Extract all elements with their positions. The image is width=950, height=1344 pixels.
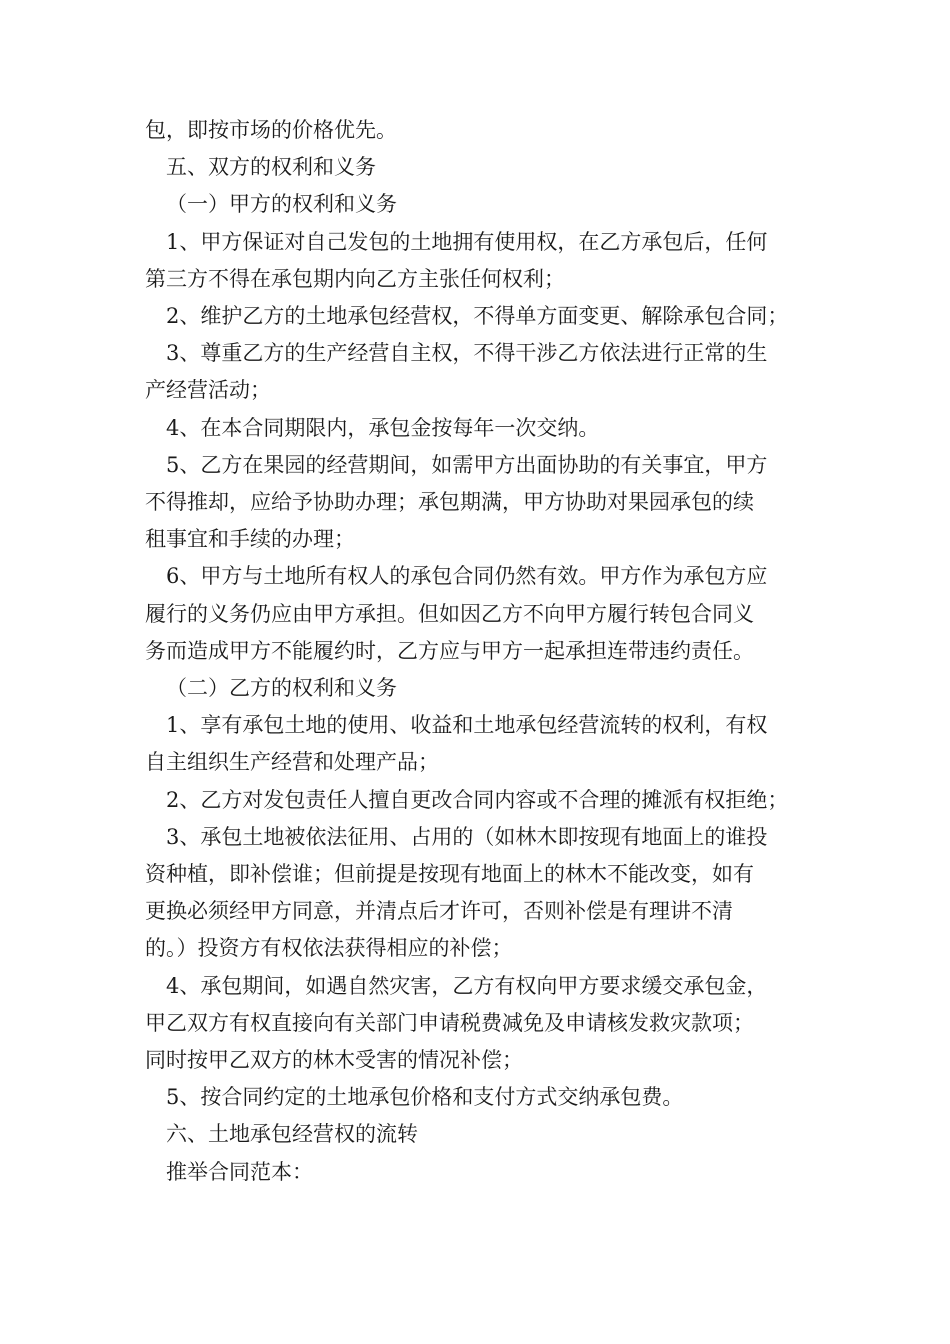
text-line: 不得推却，应给予协助办理；承包期满，甲方协助对果园承包的续 [145, 490, 754, 515]
section-heading: 五、双方的权利和义务 [166, 155, 376, 180]
clause-line: 5、按合同约定的土地承包价格和支付方式交纳承包费。 [166, 1085, 684, 1110]
subsection-heading: （二）乙方的权利和义务 [166, 676, 397, 701]
clause-line: 1、甲方保证对自己发包的土地拥有使用权，在乙方承包后，任何 [166, 229, 768, 254]
clause-line: 1、享有承包土地的使用、收益和土地承包经营流转的权利，有权 [166, 713, 768, 738]
clause-line: 6、甲方与土地所有权人的承包合同仍然有效。甲方作为承包方应 [166, 564, 768, 589]
subsection-heading: （一）甲方的权利和义务 [166, 192, 397, 217]
clause-line: 3、承包土地被依法征用、占用的（如林木即按现有地面上的谁投 [166, 824, 768, 849]
clause-line: 3、尊重乙方的生产经营自主权，不得干涉乙方依法进行正常的生 [166, 341, 768, 366]
section-heading: 六、土地承包经营权的流转 [166, 1122, 418, 1147]
text-line: 自主组织生产经营和处理产品； [145, 750, 439, 775]
clause-line: 2、维护乙方的土地承包经营权，不得单方面变更、解除承包合同； [166, 304, 789, 329]
text-line: 资种植，即补偿谁；但前提是按现有地面上的林木不能改变，如有 [145, 862, 754, 887]
text-line: 务而造成甲方不能履约时，乙方应与甲方一起承担连带违约责任。 [145, 638, 754, 663]
text-line: 租事宜和手续的办理； [145, 527, 355, 552]
text-line: 的。）投资方有权依法获得相应的补偿； [145, 936, 513, 961]
clause-line: 2、乙方对发包责任人擅自更改合同内容或不合理的摊派有权拒绝； [166, 787, 789, 812]
text-line: 履行的义务仍应由甲方承担。但如因乙方不向甲方履行转包合同义 [145, 601, 754, 626]
clause-line: 5、乙方在果园的经营期间，如需甲方出面协助的有关事宜，甲方 [166, 452, 768, 477]
clause-line: 4、在本合同期限内，承包金按每年一次交纳。 [166, 415, 600, 440]
text-line: 更换必须经甲方同意，并清点后才许可，否则补偿是有理讲不清 [145, 899, 733, 924]
document-body [145, 112, 815, 1191]
text-line: 第三方不得在承包期内向乙方主张任何权利； [145, 266, 565, 291]
text-line: 包，即按市场的价格优先。 [145, 118, 397, 142]
text-line: 产经营活动； [145, 378, 271, 403]
text-line: 同时按甲乙双方的林木受害的情况补偿； [145, 1048, 523, 1073]
text-line: 推举合同范本： [166, 1159, 313, 1184]
text-line: 甲乙双方有权直接向有关部门申请税费减免及申请核发救灾款项； [145, 1010, 754, 1035]
clause-line: 4、承包期间，如遇自然灾害，乙方有权向甲方要求缓交承包金， [166, 973, 768, 998]
